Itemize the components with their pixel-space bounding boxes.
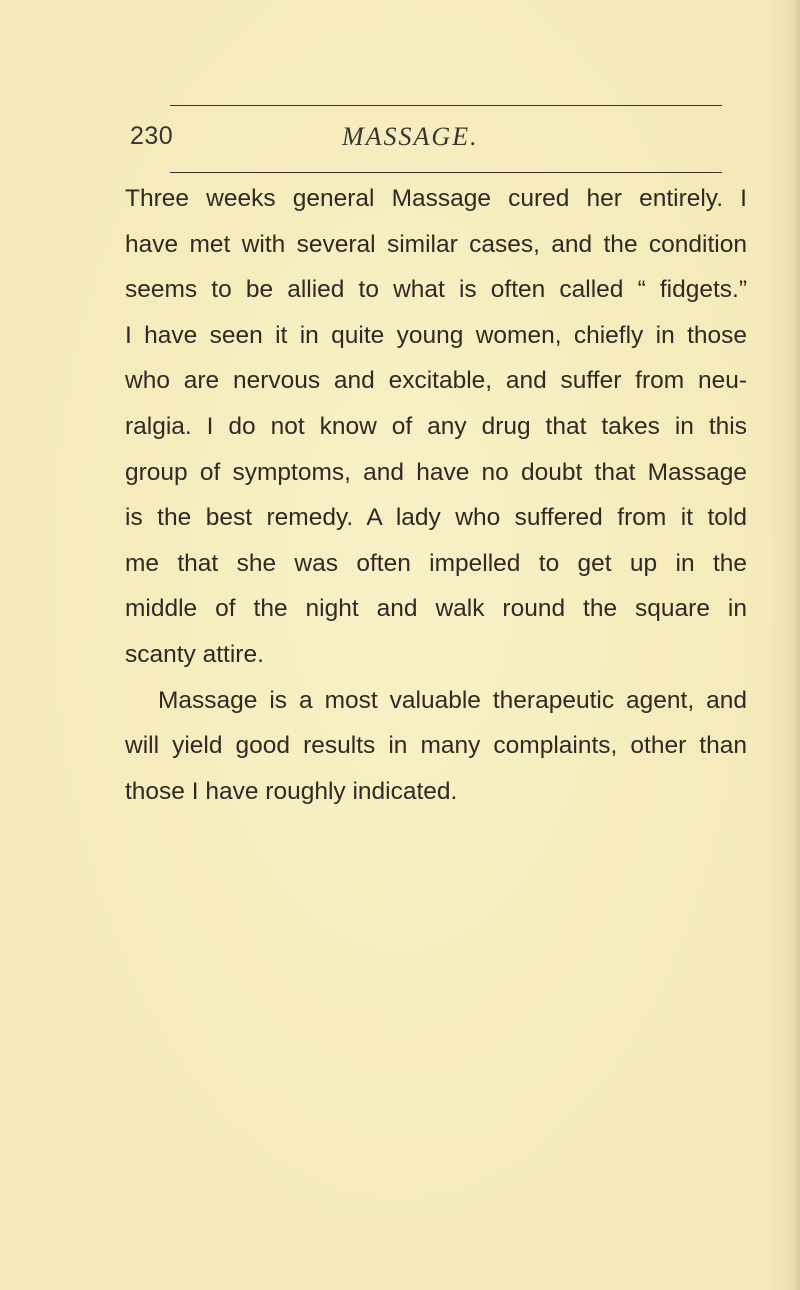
- text-line: Three weeks general Massage cured her entirely. I: [125, 185, 747, 212]
- text-line: scanty attire.: [125, 640, 264, 668]
- text-line: I have seen it in quite young women, chiefly in those: [125, 321, 747, 349]
- text-line: Massage is a most valuable therapeutic agent, and: [158, 686, 747, 714]
- page-edge-shadow: [792, 0, 800, 1290]
- text-line: me that she was often impelled to get up in the: [125, 549, 747, 577]
- text-line: who are nervous and excitable, and suffer from neu-: [125, 367, 747, 395]
- running-title: MASSAGE.: [342, 122, 479, 151]
- text-line: group of symptoms, and have no doubt that Massage: [125, 458, 747, 486]
- header-rule-top: [170, 105, 722, 106]
- page-number: 230: [130, 122, 174, 150]
- body-text: [125, 176, 747, 814]
- text-line: those I have roughly indicated.: [125, 777, 458, 805]
- header-rule-bottom: [170, 172, 722, 173]
- text-line: ralgia. I do not know of any drug that takes in this: [125, 412, 747, 440]
- text-line: middle of the night and walk round the square in: [125, 595, 747, 623]
- text-line: will yield good results in many complaints, other than: [125, 732, 747, 760]
- text-line: is the best remedy. A lady who suffered from it told: [125, 504, 747, 532]
- text-line: seems to be allied to what is often called “ fidgets.”: [125, 276, 747, 304]
- text-line: have met with several similar cases, and the condition: [125, 230, 747, 258]
